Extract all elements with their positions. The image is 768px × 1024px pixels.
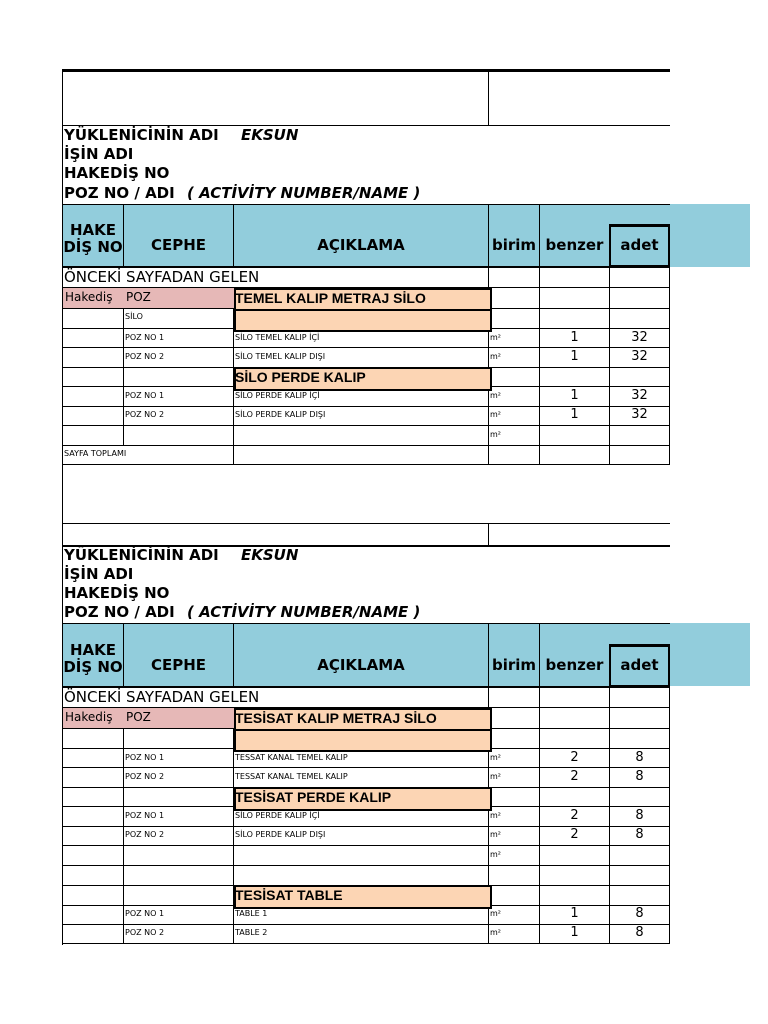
section-title: TESİSAT KALIP METRAJ SİLO bbox=[235, 710, 437, 726]
poz-cell: POZ NO 2 bbox=[125, 830, 165, 839]
hakedis-tag: Hakediş bbox=[63, 288, 125, 308]
poz-label: POZ NO / ADI bbox=[64, 603, 175, 621]
section-subtitle-box bbox=[234, 729, 492, 752]
desc-cell: TABLE 1 bbox=[235, 909, 268, 918]
contractor-label: YÜKLENİCİNİN ADI bbox=[64, 126, 219, 144]
poz-value: ( ACTİVİTY NUMBER/NAME ) bbox=[187, 184, 421, 202]
desc-cell: TABLE 2 bbox=[235, 928, 268, 937]
unit-cell: m² bbox=[490, 333, 501, 342]
col-adet: adet bbox=[620, 655, 659, 674]
adet-cell: 8 bbox=[635, 925, 644, 940]
job-name-label: İŞİN ADI bbox=[64, 145, 134, 163]
poz-cell: POZ NO 2 bbox=[125, 352, 165, 361]
poz-label: POZ NO / ADI bbox=[64, 184, 175, 202]
desc-cell: SİLO PERDE KALIP DIŞI bbox=[235, 410, 326, 419]
benzer-cell: 1 bbox=[570, 925, 579, 940]
adet-cell: 8 bbox=[635, 827, 644, 842]
poz-cell: POZ NO 2 bbox=[125, 410, 165, 419]
poz-tag: POZ bbox=[124, 708, 235, 728]
unit-cell: m² bbox=[490, 928, 501, 937]
adet-cell: 8 bbox=[635, 808, 644, 823]
desc-cell: TESSAT KANAL TEMEL KALIP bbox=[235, 772, 348, 781]
adet-cell: 32 bbox=[631, 330, 648, 345]
onceki-sayfadan-label: ÖNCEKİ SAYFADAN GELEN bbox=[64, 268, 260, 286]
sub-label: SİLO bbox=[125, 312, 143, 321]
unit-cell: m² bbox=[490, 811, 501, 820]
unit-cell: m² bbox=[490, 430, 501, 439]
desc-cell: SİLO TEMEL KALIP DIŞI bbox=[235, 352, 326, 361]
unit-cell: m² bbox=[490, 830, 501, 839]
section-title: TESİSAT PERDE KALIP bbox=[235, 789, 392, 805]
contractor-value: EKSUN bbox=[241, 546, 299, 564]
col-cephe: CEPHE bbox=[150, 235, 207, 254]
benzer-cell: 2 bbox=[570, 750, 579, 765]
progress-number-label: HAKEDİŞ NO bbox=[64, 164, 170, 182]
poz-cell: POZ NO 2 bbox=[125, 772, 165, 781]
section-title: TESİSAT TABLE bbox=[235, 887, 343, 903]
adet-cell: 32 bbox=[631, 349, 648, 364]
section-subtitle-box bbox=[234, 309, 492, 332]
unit-cell: m² bbox=[490, 772, 501, 781]
benzer-cell: 1 bbox=[570, 906, 579, 921]
section-title: SİLO PERDE KALIP bbox=[235, 369, 366, 385]
desc-cell: SİLO PERDE KALIP İÇİ bbox=[235, 391, 320, 400]
col-birim: birim bbox=[491, 235, 537, 254]
adet-cell: 8 bbox=[635, 769, 644, 784]
unit-cell: m² bbox=[490, 753, 501, 762]
adet-cell: 32 bbox=[631, 388, 648, 403]
contractor-value: EKSUN bbox=[241, 126, 299, 144]
poz-tag: POZ bbox=[124, 288, 235, 308]
col-hakedis-no: HAKE DİŞ NO bbox=[63, 641, 123, 676]
benzer-cell: 1 bbox=[570, 330, 579, 345]
col-benzer: benzer bbox=[545, 235, 604, 254]
page-total-label: SAYFA TOPLAMI bbox=[64, 449, 127, 458]
contractor-label: YÜKLENİCİNİN ADI bbox=[64, 546, 219, 564]
onceki-sayfadan-label: ÖNCEKİ SAYFADAN GELEN bbox=[64, 688, 260, 706]
adet-cell: 8 bbox=[635, 906, 644, 921]
poz-cell: POZ NO 1 bbox=[125, 811, 165, 820]
poz-cell: POZ NO 2 bbox=[125, 928, 165, 937]
col-cephe: CEPHE bbox=[150, 655, 207, 674]
col-benzer: benzer bbox=[545, 655, 604, 674]
poz-cell: POZ NO 1 bbox=[125, 753, 165, 762]
poz-value: ( ACTİVİTY NUMBER/NAME ) bbox=[187, 603, 421, 621]
unit-cell: m² bbox=[490, 850, 501, 859]
poz-cell: POZ NO 1 bbox=[125, 391, 165, 400]
col-birim: birim bbox=[491, 655, 537, 674]
unit-cell: m² bbox=[490, 410, 501, 419]
benzer-cell: 2 bbox=[570, 808, 579, 823]
hakedis-tag: Hakediş bbox=[63, 708, 125, 728]
col-aciklama: AÇIKLAMA bbox=[317, 235, 405, 254]
unit-cell: m² bbox=[490, 352, 501, 361]
benzer-cell: 2 bbox=[570, 769, 579, 784]
col-adet: adet bbox=[620, 235, 659, 254]
benzer-cell: 2 bbox=[570, 827, 579, 842]
col-hakedis-no: HAKE DİŞ NO bbox=[63, 221, 123, 256]
adet-cell: 32 bbox=[631, 407, 648, 422]
benzer-cell: 1 bbox=[570, 407, 579, 422]
unit-cell: m² bbox=[490, 391, 501, 400]
section-title: TEMEL KALIP METRAJ SİLO bbox=[235, 290, 426, 306]
desc-cell: SİLO TEMEL KALIP İÇİ bbox=[235, 333, 320, 342]
job-name-label: İŞİN ADI bbox=[64, 565, 134, 583]
desc-cell: SİLO PERDE KALIP İÇİ bbox=[235, 811, 320, 820]
poz-cell: POZ NO 1 bbox=[125, 909, 165, 918]
benzer-cell: 1 bbox=[570, 388, 579, 403]
desc-cell: SİLO PERDE KALIP DIŞI bbox=[235, 830, 326, 839]
unit-cell: m² bbox=[490, 909, 501, 918]
progress-number-label: HAKEDİŞ NO bbox=[64, 584, 170, 602]
desc-cell: TESSAT KANAL TEMEL KALIP bbox=[235, 753, 348, 762]
adet-cell: 8 bbox=[635, 750, 644, 765]
benzer-cell: 1 bbox=[570, 349, 579, 364]
poz-cell: POZ NO 1 bbox=[125, 333, 165, 342]
col-aciklama: AÇIKLAMA bbox=[317, 655, 405, 674]
